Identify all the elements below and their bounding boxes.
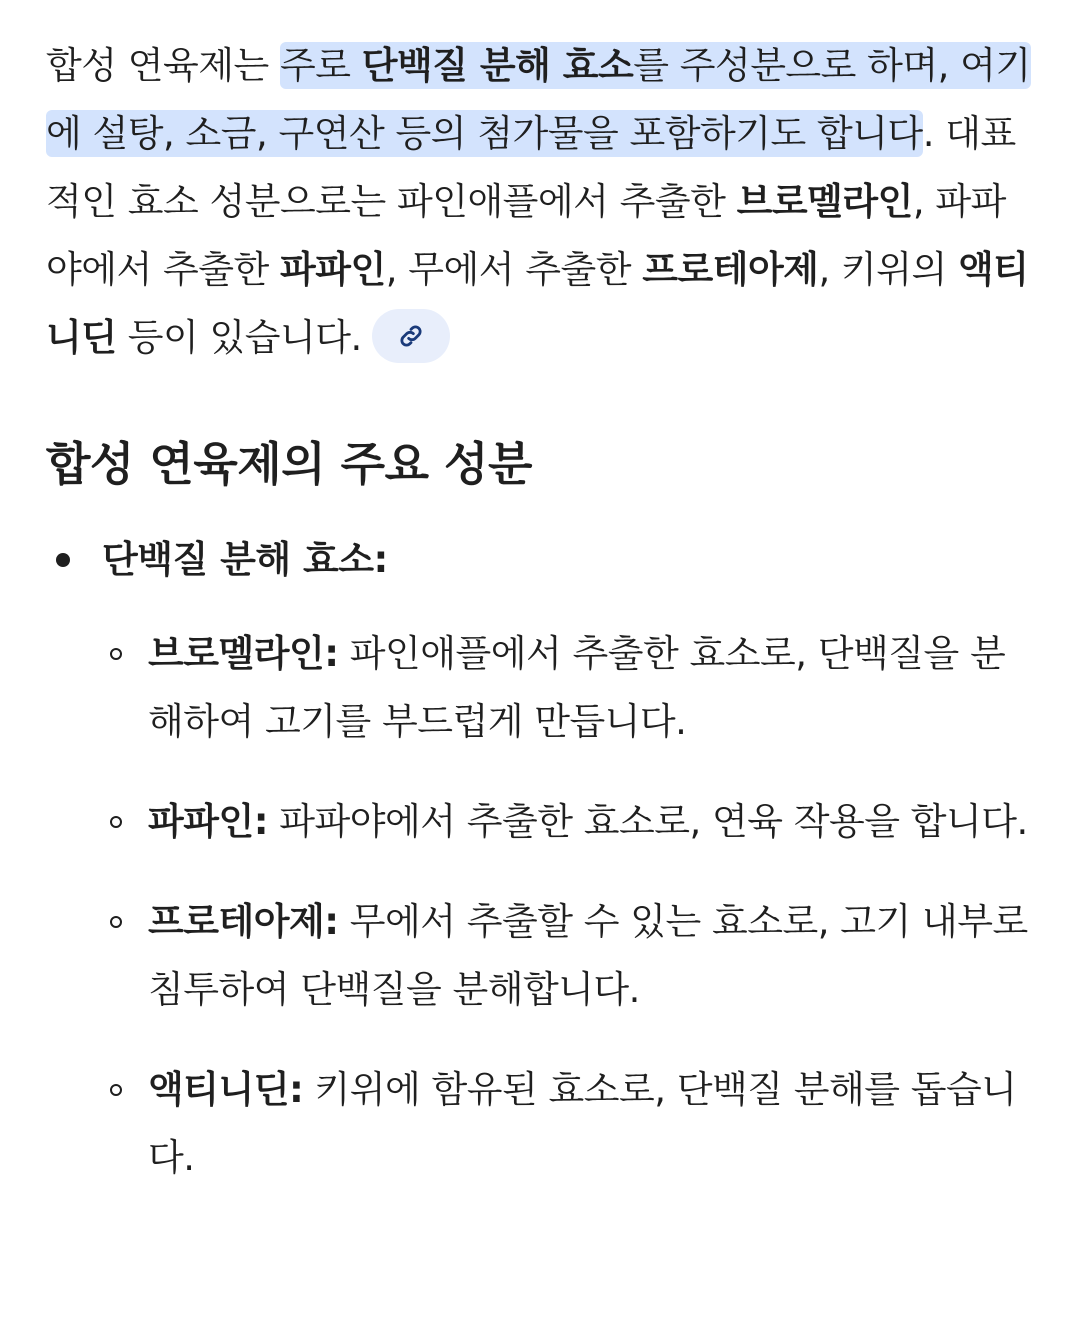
sublist-desc: 키위에 함유된 효소로, 단백질 분해를 돕습니다. xyxy=(148,1068,1017,1179)
highlight-text-1: 주로 xyxy=(279,44,362,87)
section-heading: 합성 연육제의 주요 성분 xyxy=(46,437,532,491)
sublist-item xyxy=(102,1056,1036,1192)
sublist-term: 브로멜라인: xyxy=(148,632,339,675)
circle-bullet-icon xyxy=(110,816,122,828)
intro-text-1: . 대표적인 효소 성분으로는 파인애플에서 추출한 xyxy=(46,112,1016,223)
intro-text-start: 합성 연육제는 xyxy=(46,44,280,87)
sublist-term: 액티니딘: xyxy=(148,1068,304,1111)
bullet-dot-icon xyxy=(56,553,70,567)
term-actinidin: 액티니딘 xyxy=(46,248,1029,359)
intro-text-5: 등이 있습니다. xyxy=(116,316,362,359)
intro-text-2: , 파파야에서 추출한 xyxy=(46,180,1006,291)
response-content xyxy=(46,32,1036,1224)
intro-text-4: , 키위의 xyxy=(818,248,958,291)
term-papain: 파파인 xyxy=(279,248,386,291)
bullet-label: 단백질 분해 효소: xyxy=(102,538,388,581)
enzyme-sublist xyxy=(102,620,1036,1192)
intro-text-3: , 무에서 추출한 xyxy=(385,248,643,291)
circle-bullet-icon xyxy=(110,648,122,660)
component-list xyxy=(46,530,1036,1192)
term-bromelain: 브로멜라인 xyxy=(736,180,913,223)
highlight-text-2: 를 주성분으로 하며, 여기에 설탕, 소금, 구연산 등의 첨가물을 포함하기도 합니다 xyxy=(46,44,1031,155)
sublist-desc: 파인애플에서 추출한 효소로, 단백질을 분해하여 고기를 부드럽게 만듭니다. xyxy=(148,632,1006,743)
sublist-item xyxy=(102,888,1036,1024)
sublist-item xyxy=(102,788,1036,856)
sublist-term: 파파인: xyxy=(148,800,269,843)
sublist-term: 프로테아제: xyxy=(148,900,339,943)
circle-bullet-icon xyxy=(110,916,122,928)
link-icon xyxy=(397,322,425,350)
sublist-desc: 파파야에서 추출한 효소로, 연육 작용을 합니다. xyxy=(268,800,1028,843)
sublist-item xyxy=(102,620,1036,756)
list-item xyxy=(46,530,1036,1192)
circle-bullet-icon xyxy=(110,1084,122,1096)
term-protease: 프로테아제 xyxy=(642,248,819,291)
sublist-desc: 무에서 추출할 수 있는 효소로, 고기 내부로 침투하여 단백질을 분해합니다. xyxy=(148,900,1028,1011)
intro-paragraph xyxy=(46,32,1036,372)
source-link-chip[interactable] xyxy=(372,309,450,363)
highlight-bold-term: 단백질 분해 효소 xyxy=(361,44,634,87)
